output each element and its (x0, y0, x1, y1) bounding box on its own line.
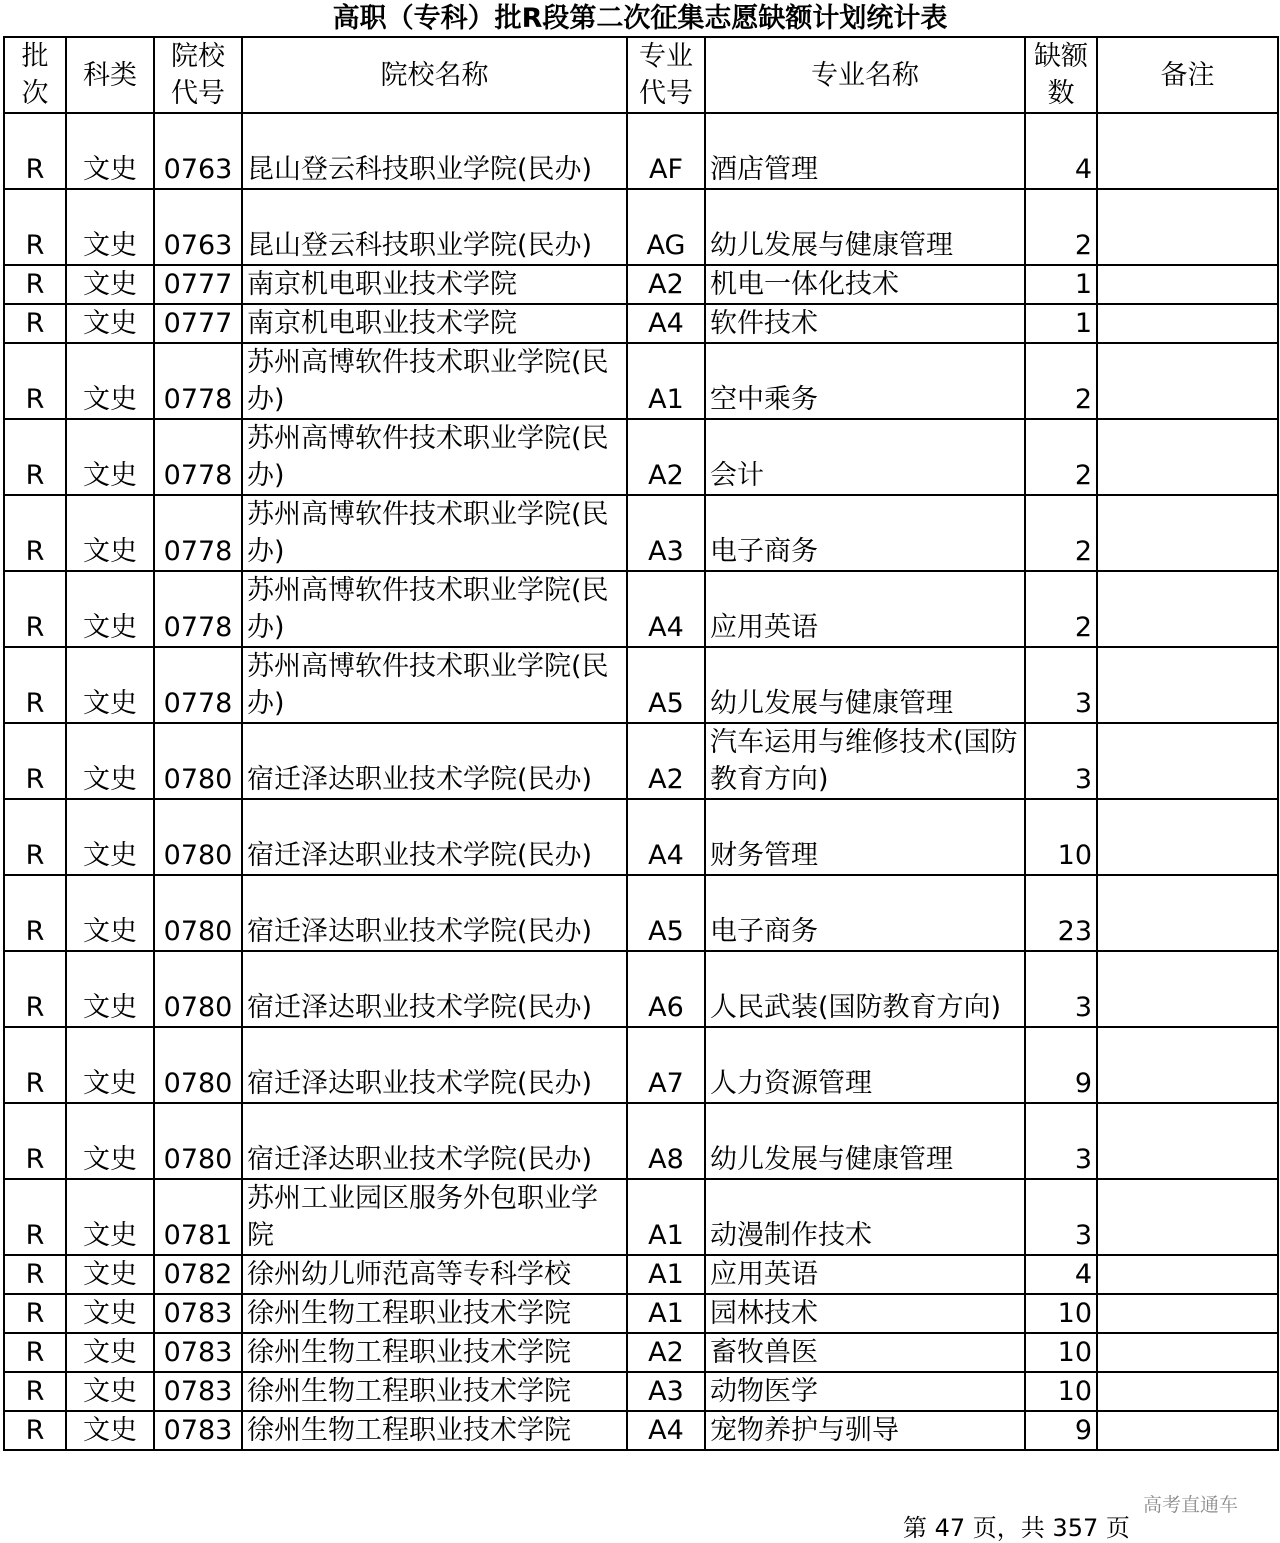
vacancy-cell: 9 (1025, 1411, 1097, 1450)
category-cell: 文史 (66, 1372, 154, 1411)
remark-cell (1097, 1179, 1278, 1255)
school-code-cell: 0780 (154, 1027, 242, 1103)
school-code-cell: 0778 (154, 647, 242, 723)
category-cell: 文史 (66, 1027, 154, 1103)
table-row (4, 571, 1278, 647)
table-row (4, 875, 1278, 951)
batch-cell: R (4, 1294, 66, 1333)
school-name-cell: 徐州幼儿师范高等专科学校 (242, 1255, 627, 1294)
major-name-cell: 园林技术 (705, 1294, 1025, 1333)
school-name-cell: 苏州高博软件技术职业学院(民办) (242, 647, 627, 723)
table-row (4, 1372, 1278, 1411)
header-major-code: 专业代号 (627, 37, 705, 113)
table-row (4, 1179, 1278, 1255)
category-cell: 文史 (66, 951, 154, 1027)
major-code-cell: A3 (627, 1372, 705, 1411)
page-title: 高职（专科）批R段第二次征集志愿缺额计划统计表 (332, 3, 948, 34)
remark-cell (1097, 265, 1278, 304)
remark-cell (1097, 304, 1278, 343)
header-vacancy: 缺额数 (1025, 37, 1097, 113)
vacancy-cell: 2 (1025, 571, 1097, 647)
category-cell: 文史 (66, 495, 154, 571)
major-name-cell: 宠物养护与驯导 (705, 1411, 1025, 1450)
category-cell: 文史 (66, 1294, 154, 1333)
category-cell: 文史 (66, 419, 154, 495)
school-name-cell: 徐州生物工程职业技术学院 (242, 1372, 627, 1411)
vacancy-cell: 4 (1025, 113, 1097, 189)
category-cell: 文史 (66, 1103, 154, 1179)
major-name-cell: 电子商务 (705, 875, 1025, 951)
header-major-name: 专业名称 (705, 37, 1025, 113)
table-row (4, 419, 1278, 495)
batch-cell: R (4, 1372, 66, 1411)
major-code-cell: A1 (627, 1294, 705, 1333)
vacancy-cell: 4 (1025, 1255, 1097, 1294)
remark-cell (1097, 1372, 1278, 1411)
vacancy-cell: 23 (1025, 875, 1097, 951)
major-name-cell: 应用英语 (705, 1255, 1025, 1294)
school-code-cell: 0783 (154, 1294, 242, 1333)
batch-cell: R (4, 875, 66, 951)
category-cell: 文史 (66, 1411, 154, 1450)
major-code-cell: A1 (627, 1255, 705, 1294)
major-code-cell: AF (627, 113, 705, 189)
school-name-cell: 昆山登云科技职业学院(民办) (242, 113, 627, 189)
school-code-cell: 0777 (154, 304, 242, 343)
school-code-cell: 0782 (154, 1255, 242, 1294)
header-category: 科类 (66, 37, 154, 113)
vacancy-cell: 3 (1025, 723, 1097, 799)
header-school-name: 院校名称 (242, 37, 627, 113)
watermark: 高考直通车 (1143, 1494, 1239, 1516)
major-code-cell: A4 (627, 571, 705, 647)
school-code-cell: 0778 (154, 419, 242, 495)
school-name-cell: 宿迁泽达职业技术学院(民办) (242, 799, 627, 875)
major-code-cell: A7 (627, 1027, 705, 1103)
remark-cell (1097, 343, 1278, 419)
vacancy-cell: 1 (1025, 304, 1097, 343)
batch-cell: R (4, 419, 66, 495)
major-name-cell: 幼儿发展与健康管理 (705, 189, 1025, 265)
batch-cell: R (4, 571, 66, 647)
batch-cell: R (4, 495, 66, 571)
major-code-cell: A2 (627, 723, 705, 799)
vacancy-cell: 2 (1025, 189, 1097, 265)
batch-cell: R (4, 265, 66, 304)
major-code-cell: A2 (627, 1333, 705, 1372)
school-code-cell: 0783 (154, 1333, 242, 1372)
remark-cell (1097, 1411, 1278, 1450)
major-code-cell: A3 (627, 495, 705, 571)
category-cell: 文史 (66, 571, 154, 647)
school-code-cell: 0781 (154, 1179, 242, 1255)
school-name-cell: 徐州生物工程职业技术学院 (242, 1333, 627, 1372)
major-name-cell: 人力资源管理 (705, 1027, 1025, 1103)
major-name-cell: 汽车运用与维修技术(国防教育方向) (705, 723, 1025, 799)
major-code-cell: A4 (627, 799, 705, 875)
school-name-cell: 宿迁泽达职业技术学院(民办) (242, 875, 627, 951)
page-number: 第 47 页，共 357 页 (903, 1514, 1130, 1542)
category-cell: 文史 (66, 723, 154, 799)
table-row (4, 723, 1278, 799)
table-row (4, 1255, 1278, 1294)
vacancy-cell: 9 (1025, 1027, 1097, 1103)
category-cell: 文史 (66, 799, 154, 875)
table-row (4, 113, 1278, 189)
table-row (4, 343, 1278, 419)
school-code-cell: 0763 (154, 113, 242, 189)
major-code-cell: A8 (627, 1103, 705, 1179)
major-name-cell: 动物医学 (705, 1372, 1025, 1411)
batch-cell: R (4, 304, 66, 343)
table-header-row (4, 37, 1278, 113)
major-name-cell: 人民武装(国防教育方向) (705, 951, 1025, 1027)
school-name-cell: 南京机电职业技术学院 (242, 304, 627, 343)
batch-cell: R (4, 1103, 66, 1179)
major-name-cell: 畜牧兽医 (705, 1333, 1025, 1372)
table-row (4, 1411, 1278, 1450)
category-cell: 文史 (66, 304, 154, 343)
batch-cell: R (4, 343, 66, 419)
table-row (4, 189, 1278, 265)
school-name-cell: 徐州生物工程职业技术学院 (242, 1294, 627, 1333)
table-row (4, 951, 1278, 1027)
remark-cell (1097, 419, 1278, 495)
category-cell: 文史 (66, 875, 154, 951)
table-row (4, 1027, 1278, 1103)
major-name-cell: 幼儿发展与健康管理 (705, 1103, 1025, 1179)
remark-cell (1097, 1103, 1278, 1179)
remark-cell (1097, 723, 1278, 799)
header-remark: 备注 (1097, 37, 1278, 113)
remark-cell (1097, 1255, 1278, 1294)
remark-cell (1097, 799, 1278, 875)
vacancy-table (3, 36, 1279, 1451)
table-row (4, 1103, 1278, 1179)
batch-cell: R (4, 1411, 66, 1450)
vacancy-cell: 3 (1025, 951, 1097, 1027)
remark-cell (1097, 189, 1278, 265)
school-name-cell: 苏州高博软件技术职业学院(民办) (242, 343, 627, 419)
major-name-cell: 应用英语 (705, 571, 1025, 647)
school-code-cell: 0778 (154, 495, 242, 571)
batch-cell: R (4, 1333, 66, 1372)
batch-cell: R (4, 647, 66, 723)
batch-cell: R (4, 799, 66, 875)
category-cell: 文史 (66, 265, 154, 304)
batch-cell: R (4, 951, 66, 1027)
school-code-cell: 0778 (154, 343, 242, 419)
school-name-cell: 徐州生物工程职业技术学院 (242, 1411, 627, 1450)
batch-cell: R (4, 189, 66, 265)
major-name-cell: 幼儿发展与健康管理 (705, 647, 1025, 723)
major-code-cell: A6 (627, 951, 705, 1027)
vacancy-cell: 1 (1025, 265, 1097, 304)
category-cell: 文史 (66, 1333, 154, 1372)
major-code-cell: A4 (627, 1411, 705, 1450)
vacancy-cell: 3 (1025, 1103, 1097, 1179)
school-name-cell: 苏州高博软件技术职业学院(民办) (242, 495, 627, 571)
remark-cell (1097, 495, 1278, 571)
table-row (4, 1333, 1278, 1372)
school-code-cell: 0778 (154, 571, 242, 647)
vacancy-cell: 3 (1025, 647, 1097, 723)
major-code-cell: A1 (627, 1179, 705, 1255)
school-name-cell: 苏州高博软件技术职业学院(民办) (242, 571, 627, 647)
remark-cell (1097, 1294, 1278, 1333)
table-row (4, 495, 1278, 571)
remark-cell (1097, 875, 1278, 951)
school-code-cell: 0763 (154, 189, 242, 265)
major-code-cell: A1 (627, 343, 705, 419)
remark-cell (1097, 571, 1278, 647)
school-name-cell: 宿迁泽达职业技术学院(民办) (242, 1103, 627, 1179)
school-code-cell: 0777 (154, 265, 242, 304)
header-batch: 批次 (4, 37, 66, 113)
table-row (4, 304, 1278, 343)
school-name-cell: 宿迁泽达职业技术学院(民办) (242, 1027, 627, 1103)
major-name-cell: 会计 (705, 419, 1025, 495)
major-code-cell: AG (627, 189, 705, 265)
header-school-code: 院校代号 (154, 37, 242, 113)
remark-cell (1097, 647, 1278, 723)
major-code-cell: A4 (627, 304, 705, 343)
school-name-cell: 苏州高博软件技术职业学院(民办) (242, 419, 627, 495)
table-row (4, 265, 1278, 304)
major-code-cell: A5 (627, 875, 705, 951)
table-row (4, 647, 1278, 723)
batch-cell: R (4, 1027, 66, 1103)
school-code-cell: 0783 (154, 1372, 242, 1411)
major-name-cell: 财务管理 (705, 799, 1025, 875)
table-body (4, 113, 1278, 1450)
major-code-cell: A2 (627, 265, 705, 304)
category-cell: 文史 (66, 647, 154, 723)
school-name-cell: 宿迁泽达职业技术学院(民办) (242, 723, 627, 799)
category-cell: 文史 (66, 343, 154, 419)
major-name-cell: 酒店管理 (705, 113, 1025, 189)
major-code-cell: A2 (627, 419, 705, 495)
table-row (4, 1294, 1278, 1333)
vacancy-cell: 2 (1025, 419, 1097, 495)
vacancy-cell: 10 (1025, 1294, 1097, 1333)
vacancy-cell: 10 (1025, 1372, 1097, 1411)
school-code-cell: 0780 (154, 875, 242, 951)
remark-cell (1097, 113, 1278, 189)
remark-cell (1097, 951, 1278, 1027)
batch-cell: R (4, 1255, 66, 1294)
major-name-cell: 软件技术 (705, 304, 1025, 343)
vacancy-cell: 10 (1025, 799, 1097, 875)
batch-cell: R (4, 113, 66, 189)
school-code-cell: 0783 (154, 1411, 242, 1450)
category-cell: 文史 (66, 1255, 154, 1294)
table-row (4, 799, 1278, 875)
batch-cell: R (4, 1179, 66, 1255)
category-cell: 文史 (66, 1179, 154, 1255)
major-name-cell: 动漫制作技术 (705, 1179, 1025, 1255)
vacancy-cell: 3 (1025, 1179, 1097, 1255)
vacancy-cell: 10 (1025, 1333, 1097, 1372)
school-code-cell: 0780 (154, 951, 242, 1027)
major-name-cell: 空中乘务 (705, 343, 1025, 419)
category-cell: 文史 (66, 189, 154, 265)
remark-cell (1097, 1027, 1278, 1103)
school-name-cell: 宿迁泽达职业技术学院(民办) (242, 951, 627, 1027)
remark-cell (1097, 1333, 1278, 1372)
category-cell: 文史 (66, 113, 154, 189)
batch-cell: R (4, 723, 66, 799)
school-name-cell: 昆山登云科技职业学院(民办) (242, 189, 627, 265)
vacancy-cell: 2 (1025, 495, 1097, 571)
major-name-cell: 机电一体化技术 (705, 265, 1025, 304)
school-code-cell: 0780 (154, 1103, 242, 1179)
school-name-cell: 南京机电职业技术学院 (242, 265, 627, 304)
major-name-cell: 电子商务 (705, 495, 1025, 571)
vacancy-cell: 2 (1025, 343, 1097, 419)
school-code-cell: 0780 (154, 799, 242, 875)
school-code-cell: 0780 (154, 723, 242, 799)
major-code-cell: A5 (627, 647, 705, 723)
school-name-cell: 苏州工业园区服务外包职业学院 (242, 1179, 627, 1255)
